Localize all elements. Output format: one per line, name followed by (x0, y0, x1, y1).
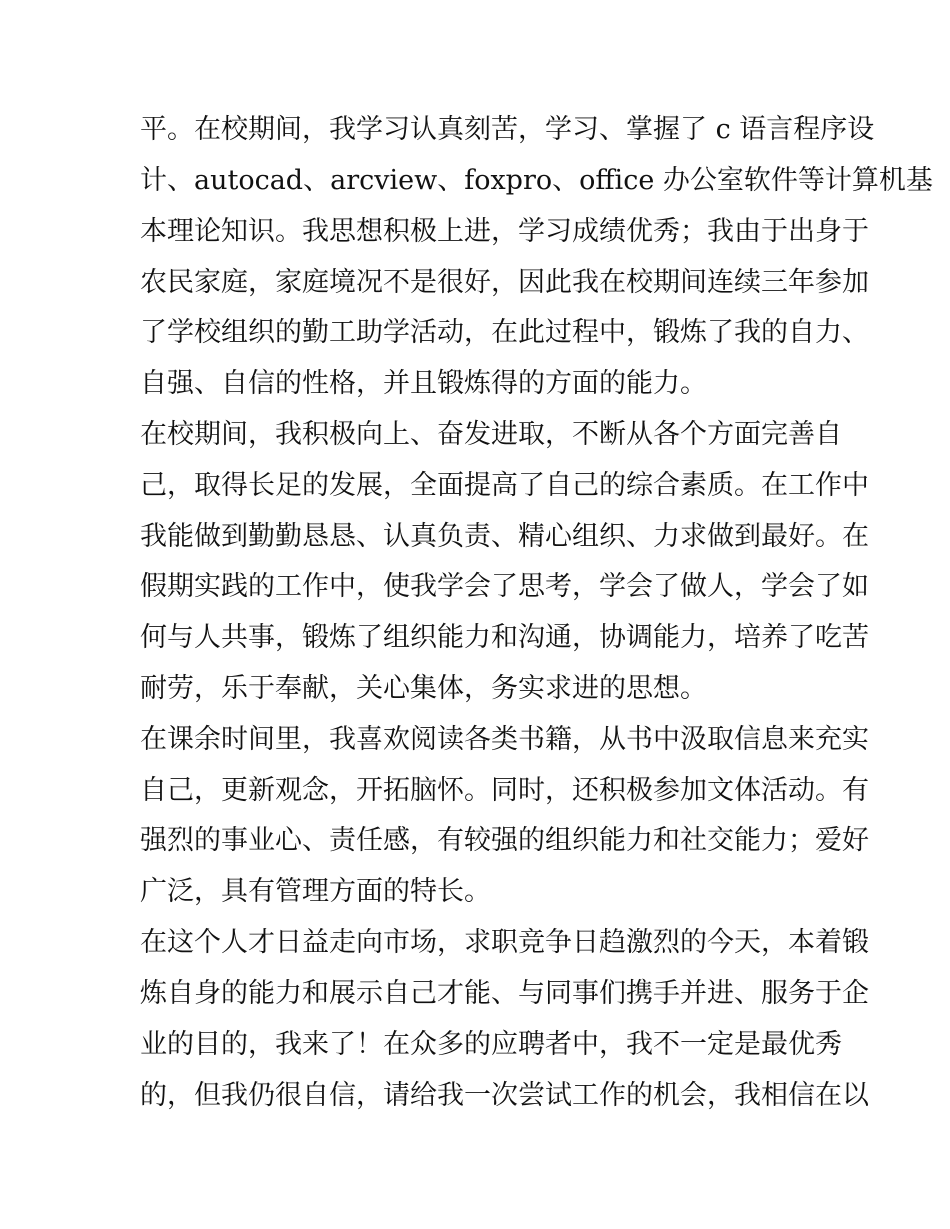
text-line: 炼自身的能力和展示自己才能、与同事们携手并进、服务于企 (140, 978, 869, 1009)
text-line: 本理论知识。我思想积极上进，学习成绩优秀；我由于出身于 (140, 216, 869, 247)
text-line: 强烈的事业心、责任感，有较强的组织能力和社交能力；爱好 (140, 825, 869, 856)
text-line: 广泛，具有管理方面的特长。 (140, 876, 491, 907)
text-line: 的，但我仍很自信，请给我一次尝试工作的机会，我相信在以 (140, 1080, 869, 1111)
text-line: 业的目的，我来了！在众多的应聘者中，我不一定是最优秀 (140, 1029, 842, 1060)
text-line: 在课余时间里，我喜欢阅读各类书籍，从书中汲取信息来充实 (140, 724, 869, 755)
text-line: 在这个人才日益走向市场，求职竞争日趋激烈的今天，本着锻 (140, 927, 869, 958)
text-line: 己，取得长足的发展，全面提高了自己的综合素质。在工作中 (140, 470, 869, 501)
text-line: 假期实践的工作中，使我学会了思考，学会了做人，学会了如 (140, 571, 869, 602)
text-line: 我能做到勤勤恳恳、认真负责、精心组织、力求做到最好。在 (140, 521, 869, 552)
text-line: 在校期间，我积极向上、奋发进取，不断从各个方面完善自 (140, 419, 842, 450)
text-line: 耐劳，乐于奉献，关心集体，务实求进的思想。 (140, 673, 707, 704)
text-line: 计、autocad、arcview、foxpro、office 办公室软件等计算机基 (140, 165, 933, 196)
text-line: 农民家庭，家庭境况不是很好，因此我在校期间连续三年参加 (140, 267, 869, 298)
text-line: 何与人共事，锻炼了组织能力和沟通，协调能力，培养了吃苦 (140, 622, 869, 653)
text-line: 平。在校期间，我学习认真刻苦，学习、掌握了 c 语言程序设 (140, 114, 875, 145)
text-line: 了学校组织的勤工助学活动，在此过程中，锻炼了我的自力、 (140, 317, 869, 348)
text-line: 自己，更新观念，开拓脑怀。同时，还积极参加文体活动。有 (140, 775, 869, 806)
text-line: 自强、自信的性格，并且锻炼得的方面的能力。 (140, 368, 707, 399)
